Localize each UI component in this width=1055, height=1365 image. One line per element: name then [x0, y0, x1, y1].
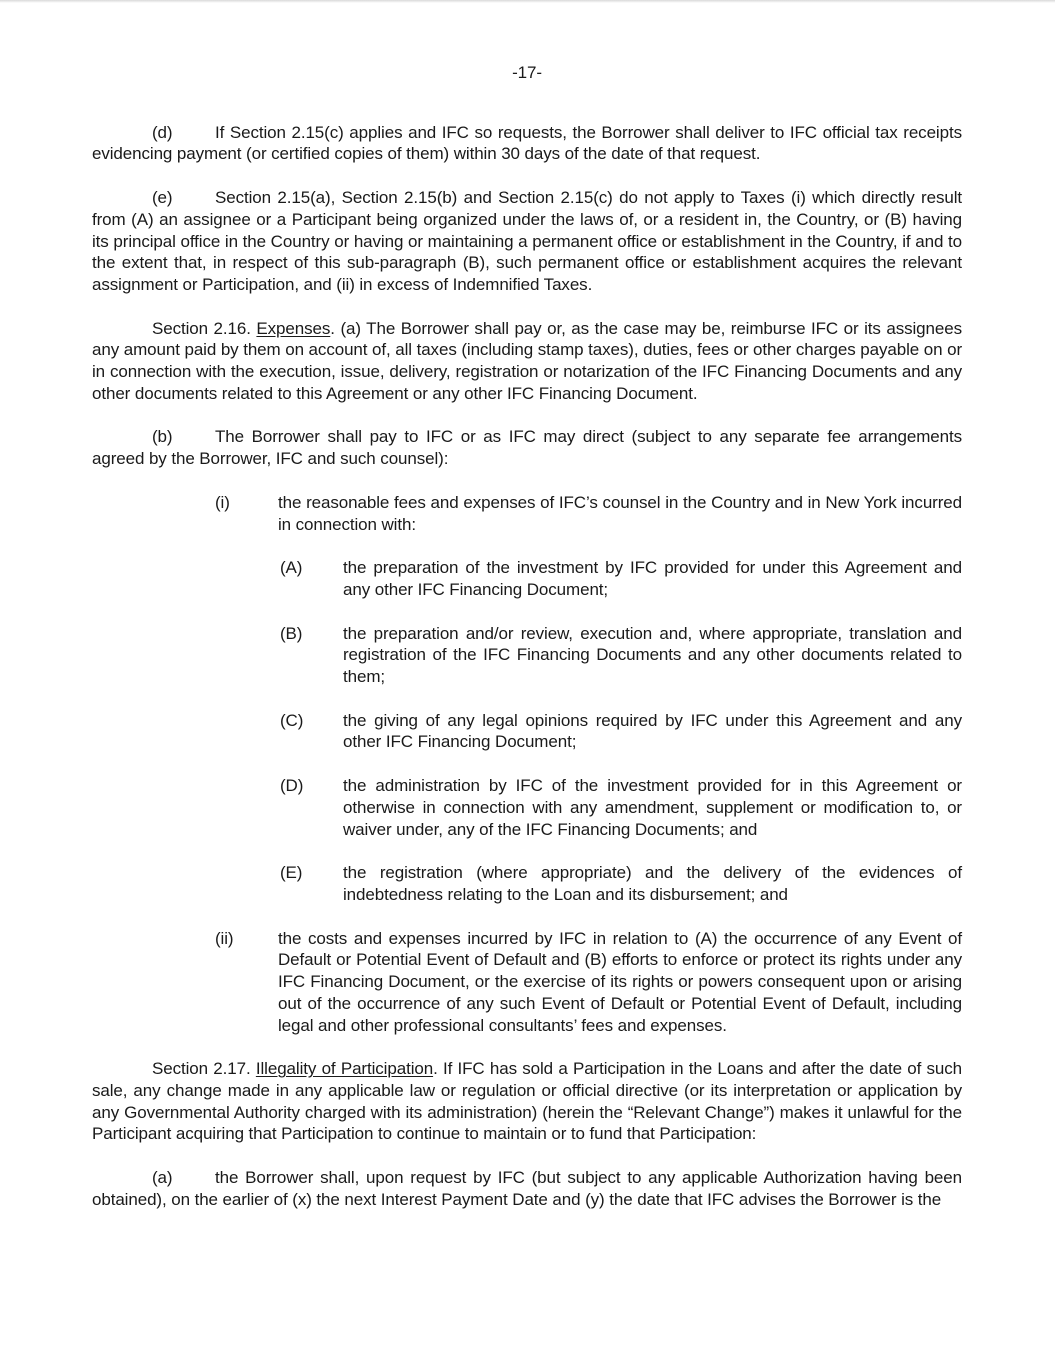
- paragraph-d-text: If Section 2.15(c) applies and IFC so requests, the Borrower shall deliver to IFC official tax receipts evidencing payment (or certified copies of them) within 30 days of the date of that request.: [92, 122, 962, 164]
- list-item-i: [215, 492, 962, 535]
- paragraph-b-text: The Borrower shall pay to IFC or as IFC may direct (subject to any separate fee arrangements agreed by the Borrower, IFC and such counsel):: [92, 427, 962, 469]
- paragraph-a-text: the Borrower shall, upon request by IFC (but subject to any applicable Authorization having been obtained), on the earlier of (x) the next Interest Payment Date and (y) the date that IFC advises the Borrower is the: [92, 1168, 962, 1209]
- list-item-E: [280, 862, 962, 905]
- section-2-16: [92, 318, 962, 405]
- paragraph-b: [92, 426, 962, 469]
- list-item-ii-label: (ii): [215, 928, 234, 948]
- list-item-ii-text: the costs and expenses incurred by IFC in relation to (A) the occurrence of any Event of Default or Potential Event of Default and (B) efforts to enforce or protect its rights under any IFC Financing Document, or the exercise of its rights or powers consequent upon or arising out of the occurrence of any such Event of Default or Potential Event of Default, including legal and other professional consultants’ fees and expenses.: [278, 928, 962, 1035]
- list-item-A-text: the preparation of the investment by IFC provided for under this Agreement and any other IFC Financing Document;: [343, 558, 962, 599]
- scan-edge-artifact: [0, 0, 1055, 3]
- list-item-A: [280, 557, 962, 600]
- list-item-B: [280, 623, 962, 688]
- paragraph-a: [92, 1167, 962, 1210]
- section-2-17-heading: Illegality of Participation: [255, 1059, 434, 1079]
- list-item-C-text: the giving of any legal opinions required by IFC under this Agreement and any other IFC Financing Document;: [343, 710, 962, 752]
- section-2-17-text: . If IFC has sold a Participation in the Loans and after the date of such sale, any change made in any applicable law or regulation or official directive (or its interpretation or application by any Governmental Authority charged with its administration) (herein the “Relevant Change”) makes it unlawful for the Participant acquiring that Participation to continue to maintain or to fund that Participation:: [92, 1059, 962, 1144]
- list-item-E-text: the registration (where appropriate) and the delivery of the evidences of indebtedness relating to the Loan and its disbursement; and: [343, 863, 962, 904]
- list-item-E-label: (E): [280, 863, 303, 883]
- section-2-17: [92, 1058, 962, 1145]
- paragraph-d-label: (d): [152, 122, 173, 142]
- paragraph-e-text: Section 2.15(a), Section 2.15(b) and Section 2.15(c) do not apply to Taxes (i) which directly result from (A) an assignee or a Participant being organized under the laws of, or a resident in, the Country, or (B) having its principal office in the Country or having or maintaining a permanent office or establishment in the Country, if and to the extent that, in respect of this sub-paragraph (B), such permanent office or establishment acquires the relevant assignment or Participation, and (ii) in excess of Indemnified Taxes.: [92, 188, 962, 294]
- section-2-16-text: . (a) The Borrower shall pay or, as the case may be, reimburse IFC or its assignees any amount paid by them on account of, all taxes (including stamp taxes), duties, fees or other charges payable on or in connection with the execution, issue, delivery, registration or notarization of the IFC Financing Documents and any other documents related to this Agreement or any other IFC Financing Document.: [92, 318, 962, 403]
- section-2-16-lead: Section 2.16.: [152, 318, 257, 338]
- paragraph-d: [92, 122, 962, 165]
- section-2-17-lead: Section 2.17.: [152, 1059, 256, 1079]
- list-item-ii: [215, 928, 962, 1037]
- section-2-16-heading: Expenses: [256, 318, 331, 338]
- list-item-D-label: (D): [280, 776, 304, 796]
- paragraph-e-label: (e): [152, 188, 173, 208]
- list-item-C-label: (C): [280, 710, 304, 730]
- page-number: -17-: [512, 63, 542, 82]
- list-item-A-label: (A): [280, 558, 303, 578]
- list-item-B-text: the preparation and/or review, execution and, where appropriate, translation and registration of the IFC Financing Documents and any other documents related to them;: [343, 623, 962, 687]
- document-body: [92, 122, 962, 1211]
- paragraph-e: [92, 187, 962, 296]
- list-item-C: [280, 710, 962, 753]
- list-item-B-label: (B): [280, 623, 303, 643]
- list-item-D: [280, 775, 962, 840]
- paragraph-b-label: (b): [152, 427, 173, 447]
- list-item-i-text: the reasonable fees and expenses of IFC’s counsel in the Country and in New York incurred in connection with:: [278, 492, 962, 534]
- paragraph-a-label: (a): [152, 1168, 173, 1188]
- list-item-i-label: (i): [215, 492, 230, 512]
- list-item-D-text: the administration by IFC of the investment provided for in this Agreement or otherwise in connection with any amendment, supplement or modification to, or waiver under, any of the IFC Financing Documents; and: [343, 776, 962, 839]
